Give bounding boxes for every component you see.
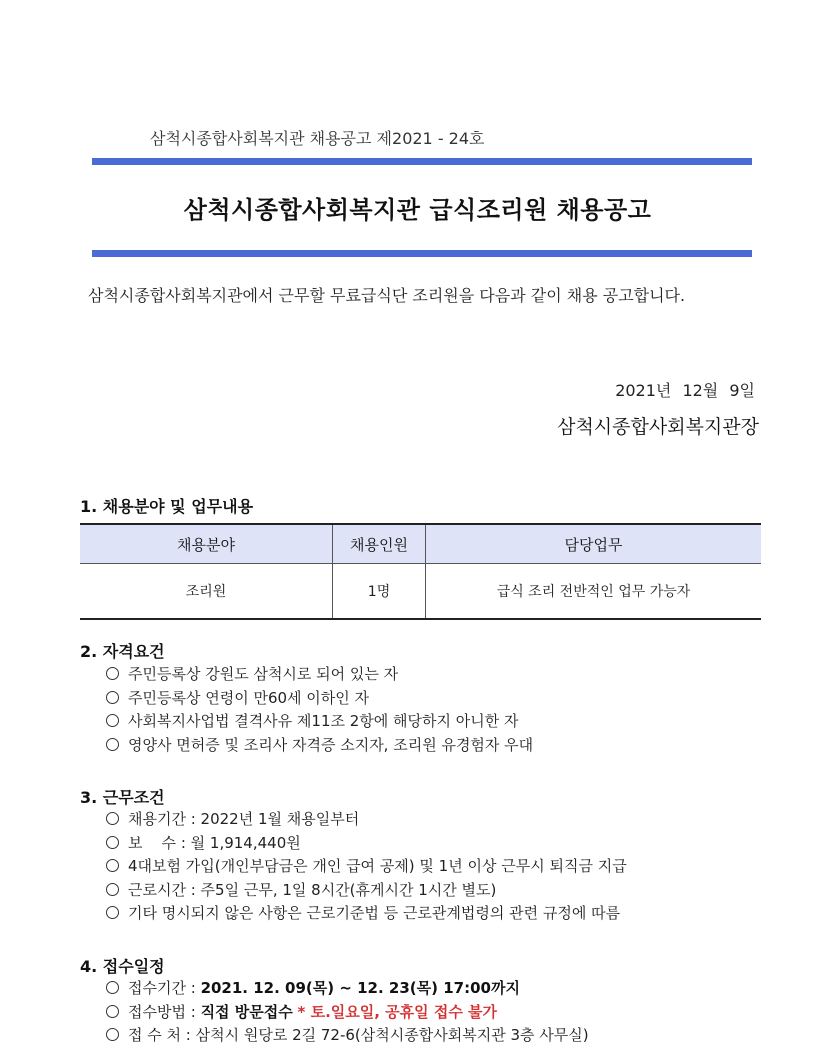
list-item: 채용기간 : 2022년 1월 채용일부터 <box>106 808 627 832</box>
circle-bullet-icon <box>106 1005 119 1018</box>
table-header-cell: 담당업무 <box>426 524 762 564</box>
working-conditions-list <box>106 808 627 926</box>
list-item: 주민등록상 강원도 삼척시로 되어 있는 자 <box>106 663 533 687</box>
table-cell: 조리원 <box>80 564 333 620</box>
list-item: 접 수 처 : 삼척시 원당로 2길 72-6(삼척시종합사회복지관 3층 사무실) <box>106 1024 589 1048</box>
list-item: 접수방법 : 직접 방문접수 * 토.일요일, 공휴일 접수 불가 <box>106 1001 589 1025</box>
page-title: 삼척시종합사회복지관 급식조리원 채용공고 <box>183 196 652 224</box>
section-3-title: 3. 근무조건 <box>80 788 165 807</box>
list-item: 기타 명시되지 않은 사항은 근로기준법 등 근로관계법령의 관련 규정에 따름 <box>106 902 627 926</box>
list-item: 4대보험 가입(개인부담금은 개인 급여 공제) 및 1년 이상 근무시 퇴직금 지급 <box>106 855 627 879</box>
top-divider <box>92 158 752 165</box>
circle-bullet-icon <box>106 812 119 825</box>
table-header-cell: 채용분야 <box>80 524 333 564</box>
circle-bullet-icon <box>106 691 119 704</box>
notice-date: 2021년 12월 9일 <box>615 381 755 400</box>
circle-bullet-icon <box>106 836 119 849</box>
list-item: 접수기간 : 2021. 12. 09(목) ~ 12. 23(목) 17:00까지 <box>106 977 589 1001</box>
section-4-title: 4. 접수일정 <box>80 957 165 976</box>
section-1-title: 1. 채용분야 및 업무내용 <box>80 497 254 516</box>
list-item: 보 수 : 월 1,914,440원 <box>106 832 627 856</box>
circle-bullet-icon <box>106 714 119 727</box>
list-item: 영양사 면허증 및 조리사 자격증 소지자, 조리원 유경험자 우대 <box>106 734 533 758</box>
list-item: 사회복지사업법 결격사유 제11조 2항에 해당하지 아니한 자 <box>106 710 533 734</box>
circle-bullet-icon <box>106 906 119 919</box>
table-header-cell: 채용인원 <box>333 524 426 564</box>
qualification-list <box>106 663 533 757</box>
intro-paragraph: 삼척시종합사회복지관에서 근무할 무료급식단 조리원을 다음과 같이 채용 공고합니다. <box>88 286 686 305</box>
issuer-name: 삼척시종합사회복지관장 <box>557 416 759 438</box>
circle-bullet-icon <box>106 981 119 994</box>
table-cell: 1명 <box>333 564 426 620</box>
circle-bullet-icon <box>106 883 119 896</box>
table-header-row <box>80 524 761 564</box>
list-item: 주민등록상 연령이 만60세 이하인 자 <box>106 687 533 711</box>
list-item: 근로시간 : 주5일 근무, 1일 8시간(휴게시간 1시간 별도) <box>106 879 627 903</box>
section-2-title: 2. 자격요건 <box>80 642 165 661</box>
table-cell: 급식 조리 전반적인 업무 가능자 <box>426 564 762 620</box>
application-schedule-list <box>106 977 589 1048</box>
circle-bullet-icon <box>106 859 119 872</box>
circle-bullet-icon <box>106 667 119 680</box>
bottom-divider <box>92 250 752 257</box>
recruitment-table <box>80 523 761 620</box>
notice-number: 삼척시종합사회복지관 채용공고 제2021 - 24호 <box>150 129 485 148</box>
circle-bullet-icon <box>106 1028 119 1041</box>
table-row <box>80 564 761 620</box>
circle-bullet-icon <box>106 738 119 751</box>
